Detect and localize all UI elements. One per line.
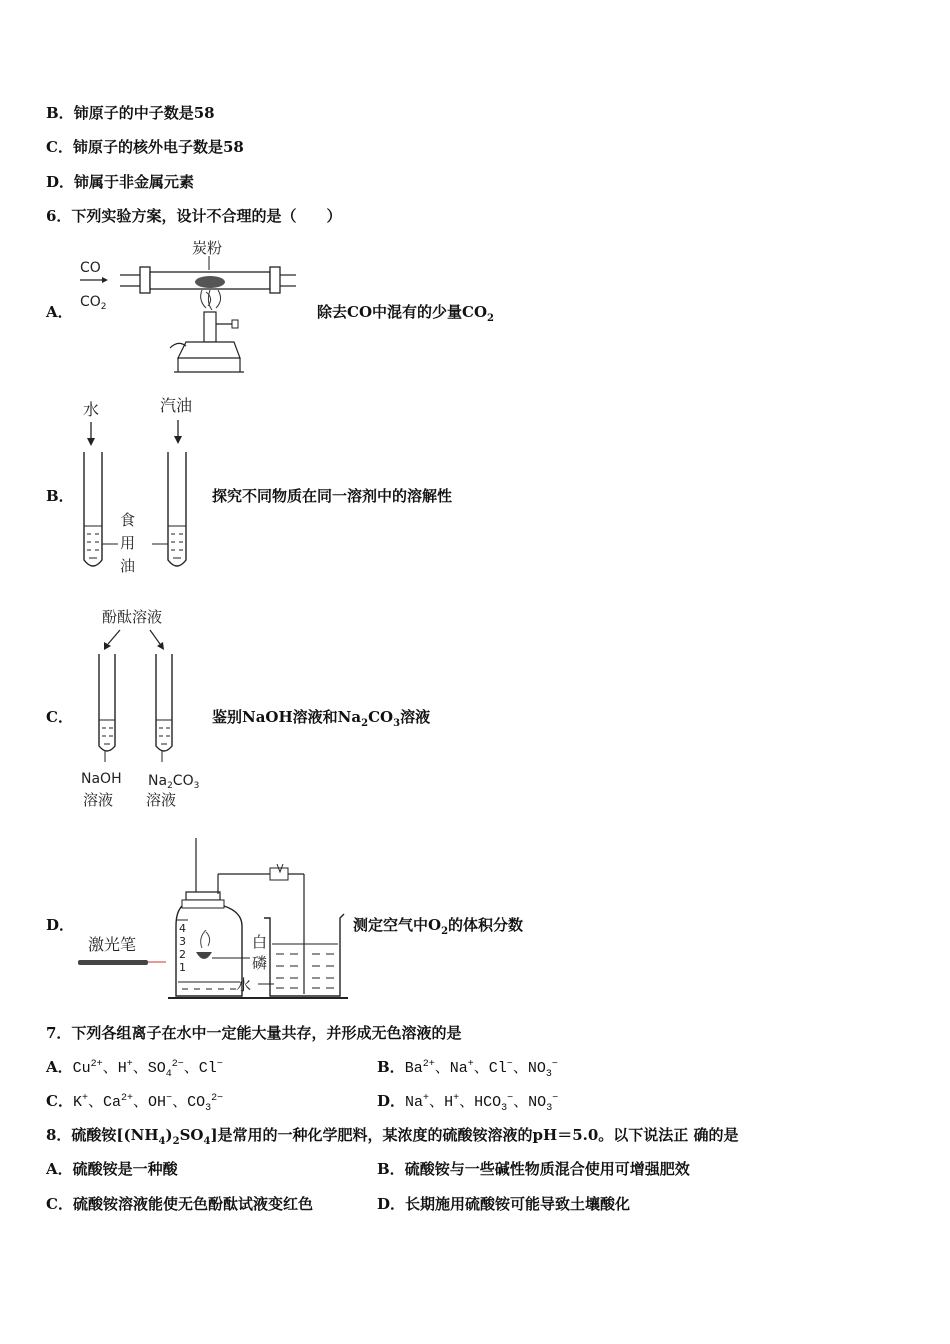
q6-option-d-letter: D． bbox=[46, 916, 75, 934]
option-letter: D． bbox=[46, 173, 75, 191]
beaker-water bbox=[276, 954, 334, 988]
q5-option-c bbox=[46, 136, 244, 157]
q6-option-a-letter: A． bbox=[46, 303, 73, 321]
q7-stem: 7．下列各组离子在水中一定能大量共存，并形成无色溶液的是 bbox=[46, 1024, 462, 1042]
phosphorus-label-2: 磷 bbox=[252, 954, 268, 972]
gas-label-co2: $CO_2$ bbox=[80, 294, 107, 312]
flame-icon bbox=[201, 290, 221, 310]
q5-option-b bbox=[46, 102, 215, 123]
q6-stem: 6．下列实验方案，设计不合理的是（ ） bbox=[46, 207, 342, 225]
q8-option-d: D．长期施用硫酸铵可能导致土壤酸化 bbox=[377, 1195, 631, 1213]
svg-text:1: 1 bbox=[179, 961, 186, 974]
q7-option-a: A．$Cu^{2+}$、H+、$SO_4^{2-}$、Cl− bbox=[46, 1058, 223, 1080]
arrow-icon bbox=[104, 642, 111, 650]
option-letter: B． bbox=[46, 104, 74, 122]
svg-text:2: 2 bbox=[179, 948, 186, 961]
q8-option-c: C．硫酸铵溶液能使无色酚酞试液变红色 bbox=[46, 1195, 313, 1213]
q8-option-b: B．硫酸铵与一些碱性物质混合使用可增强肥效 bbox=[377, 1160, 690, 1178]
option-text: 铈原子的核外电子数是58 bbox=[72, 138, 244, 156]
solubility-tubes-figure bbox=[74, 394, 204, 580]
burner-barrel bbox=[204, 312, 216, 342]
laser-label: 激光笔 bbox=[88, 935, 137, 954]
carbon-tube-apparatus-figure bbox=[74, 236, 304, 378]
arrow-head bbox=[102, 277, 108, 283]
q6-option-c-desc: 鉴别NaOH溶液和$Na_2CO_3$溶液 bbox=[212, 708, 431, 729]
oil-label-2: 用 bbox=[120, 534, 136, 552]
q6-option-b-desc: 探究不同物质在同一溶剂中的溶解性 bbox=[212, 487, 453, 505]
right-stopper bbox=[270, 267, 280, 293]
test-tube-gasoline bbox=[168, 452, 186, 566]
option-text: 铈属于非金属元素 bbox=[74, 173, 195, 191]
svg-text:3: 3 bbox=[179, 935, 186, 948]
q7-option-b: B．$Ba^{2+}$、Na+、Cl−、$NO_3^-$ bbox=[377, 1058, 558, 1080]
water-label: 水 bbox=[83, 400, 100, 419]
q5-option-d bbox=[46, 171, 194, 192]
q7-option-d: D．Na+、H+、$HCO_3^-$、$NO_3^-$ bbox=[377, 1092, 559, 1114]
solution-label-2: 溶液 bbox=[146, 791, 177, 809]
arrow-down-icon bbox=[174, 436, 182, 444]
phosphorus-label-1: 白 bbox=[252, 933, 268, 951]
option-letter: C． bbox=[46, 138, 73, 156]
q8-stem: 8．硫酸铵$[(NH_4)_2SO_4]$是常用的一种化学肥料，某浓度的硫酸铵溶液的pH＝5.0。以下说法正 确的是 bbox=[46, 1126, 739, 1147]
solution-label-1: 溶液 bbox=[83, 791, 114, 809]
liquid bbox=[87, 534, 99, 558]
carbon-powder bbox=[195, 276, 225, 288]
powder-label: 炭粉 bbox=[192, 239, 223, 257]
liquid bbox=[171, 534, 183, 558]
arrow-down-icon bbox=[87, 438, 95, 446]
phenolphthalein-tubes-figure bbox=[74, 602, 214, 814]
q6-option-c-letter: C． bbox=[46, 708, 73, 726]
left-stopper bbox=[140, 267, 150, 293]
test-tube-water bbox=[84, 452, 102, 566]
gas-valve bbox=[232, 320, 238, 328]
burner-base bbox=[178, 342, 240, 358]
oil-label-3: 油 bbox=[120, 557, 136, 575]
arrow-icon bbox=[157, 642, 164, 650]
oil-label-1: 食 bbox=[120, 511, 136, 529]
na2co3-label: $Na_2CO_3$ bbox=[148, 773, 200, 791]
stopper bbox=[186, 892, 220, 900]
naoh-label: NaOH bbox=[81, 771, 122, 787]
water-label: 水 bbox=[236, 976, 252, 994]
liquid bbox=[102, 728, 113, 744]
q8-option-a: A．硫酸铵是一种酸 bbox=[46, 1160, 178, 1178]
option-text: 铈原子的中子数是58 bbox=[73, 104, 215, 122]
liquid bbox=[159, 728, 170, 744]
indicator-label: 酚酞溶液 bbox=[102, 608, 163, 626]
laser-pen-icon bbox=[78, 960, 148, 965]
svg-text:4: 4 bbox=[179, 922, 186, 935]
q6-option-b-letter: B． bbox=[46, 487, 74, 505]
q6-option-a-desc: 除去CO中混有的少量$CO_2$ bbox=[317, 303, 494, 324]
q7-option-c: C．K+、$Ca^{2+}$、OH−、$CO_3^{2-}$ bbox=[46, 1092, 224, 1114]
oxygen-volume-apparatus-figure bbox=[74, 834, 354, 1002]
q6-option-d-desc: 测定空气中$O_2$的体积分数 bbox=[353, 916, 524, 937]
gas-label-co: CO bbox=[80, 260, 101, 276]
gasoline-label: 汽油 bbox=[160, 396, 193, 415]
